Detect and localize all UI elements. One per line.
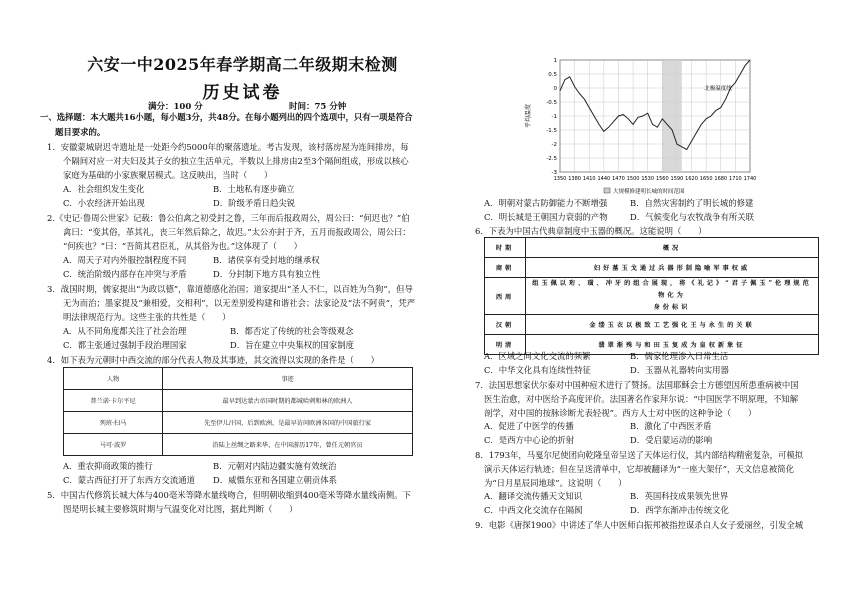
q3-line-2: 无为而治；墨家提及“兼相爱，交相利”，以无差别爱构建和谐社会；法家论及“法不阿贵”，凭严 — [63, 298, 416, 308]
q1-option-a[interactable]: A．社会组织发生变化 — [63, 184, 145, 194]
table-cell: 马可·波罗 — [64, 434, 163, 456]
q9-line-1: 9．电影《唐探1900》中讲述了华人中医师白振邦被指控谋杀白人女子爱丽丝，引发全城 — [475, 520, 804, 530]
y-tick-label: -1 — [551, 114, 557, 120]
full-score: 满分：100 分 — [148, 102, 203, 112]
q2-option-a[interactable]: A．周天子对内外服控制程度不同 — [63, 255, 187, 265]
table-row — [64, 412, 413, 434]
y-tick-label: 1 — [553, 58, 557, 64]
x-tick-label: 1560 — [655, 176, 669, 182]
table-row — [485, 278, 819, 315]
x-tick-label: 1530 — [641, 176, 655, 182]
y-ticks — [546, 58, 557, 176]
table-header-cell: 事迹 — [163, 368, 413, 390]
q6-option-b[interactable]: B．儒家伦理渗入日常生活 — [630, 351, 729, 361]
table-cell: 妇好墓玉戈通过兵器形制隐喻军事权威 — [526, 258, 819, 278]
q6-option-c[interactable]: C．中华文化具有连续性特征 — [484, 365, 591, 375]
q4-option-c[interactable]: C．蒙古西征打开了东西方交流通道 — [63, 475, 196, 485]
q3-option-a[interactable]: A．从不同角度都关注了社会治理 — [63, 326, 187, 336]
table-header-cell: 时期 — [485, 238, 526, 258]
table-cell: 翡翠渐殊与和田玉复成为皇权新象征 — [526, 335, 819, 355]
q8-option-b[interactable]: B．英国科技成果领先世界 — [630, 491, 729, 501]
q5-option-c[interactable]: C．明长城是王朝国力衰弱的产物 — [484, 212, 608, 222]
table-cell: 最早到达蒙古帝国时期的都城哈剌和林的欧洲人 — [163, 390, 413, 412]
highlight-range — [662, 60, 681, 172]
x-tick-label: 1380 — [568, 176, 581, 182]
table-cell: 普兰诺·卡尔平尼 — [64, 390, 163, 412]
q5-option-b[interactable]: B．自然灾害制约了明长城的修建 — [630, 198, 754, 208]
x-tick-label: 1410 — [582, 176, 596, 182]
x-tick-label: 1710 — [729, 176, 742, 182]
q3-option-c[interactable]: C．都主张通过强制手段治理国家 — [63, 340, 187, 350]
table-row — [64, 390, 413, 412]
table-cell: 组玉佩以珩、璜、冲牙的组合展现，将《礼记》“君子佩玉”伦理规范物化为 身份标识 — [526, 278, 819, 315]
x-ticks — [554, 176, 757, 182]
q8-line-3: 为“日月星辰同地球”。这说明（ ） — [484, 478, 627, 488]
table-cell: 商朝 — [485, 258, 526, 278]
section-heading: 一、选择题：本大题共16小题，每小题3分，共48分。在每小题列出的四个选项中，只有一项是符合 — [40, 112, 413, 122]
q1-option-c[interactable]: C．小农经济开始出现 — [63, 198, 145, 208]
q4-option-a[interactable]: A．重农抑商政策的推行 — [63, 461, 153, 471]
table-row — [485, 258, 819, 278]
q4-option-b[interactable]: B．元朝对内陆边疆实施有效统治 — [213, 461, 337, 471]
y-tick-label: -2 — [551, 142, 557, 148]
q6-stem: 6．下表为中国古代典章制度中玉器的概况。这能说明（ ） — [475, 226, 707, 236]
x-tick-label: 1350 — [553, 176, 567, 182]
x-tick-label: 1590 — [670, 176, 684, 182]
table-cell: 沿陆上丝绸之路来华，在中国游历17年，曾任元朝官员 — [163, 434, 413, 456]
x-tick-label: 1500 — [626, 176, 640, 182]
q2-line-3: “何疾也？”曰：“吾简其君臣礼，从其俗为也。”这体现了（ ） — [63, 241, 303, 251]
y-axis-label: 平均温度 — [525, 103, 532, 129]
y-tick-label: -0.5 — [546, 100, 557, 106]
table-cell: 西周 — [485, 278, 526, 315]
q2-option-d[interactable]: D．分封制下地方具有独立性 — [213, 269, 321, 279]
q5-line-1: 5．中国古代修筑长城大体与400毫米等降水量线吻合，但明朝收缩到400毫米等降水量线南侧。下 — [47, 490, 411, 500]
table-row — [485, 315, 819, 335]
q7-line-1: 7．法国思想家伏尔泰对中国种痘术进行了赞扬。法国耶稣会士方德望因所患重病被中国 — [475, 380, 799, 390]
q4-table — [63, 367, 413, 456]
x-tick-label: 1470 — [612, 176, 625, 182]
q2-line-1: 2.《史记·鲁周公世家》记载：鲁公伯禽之初受封之鲁，三年而后报政周公，周公曰：“何迟也？”伯 — [47, 213, 410, 223]
q1-option-d[interactable]: D．阶级矛盾日趋尖锐 — [213, 198, 296, 208]
q8-option-d[interactable]: D．西学东渐冲击传统文化 — [630, 505, 729, 515]
q6-option-d[interactable]: D．玉器从礼器转向实用器 — [630, 365, 729, 375]
q8-option-a[interactable]: A．翻译交流传播天文知识 — [484, 491, 583, 501]
exam-time: 时间：75 分钟 — [289, 102, 347, 112]
legend-swatch — [604, 188, 610, 193]
q3-option-b[interactable]: B．都否定了传统的社会等级观念 — [230, 326, 354, 336]
q5-option-d[interactable]: D．气候变化与农牧战争有所关联 — [630, 212, 754, 222]
chart-annotation: 北极温度线 — [704, 86, 732, 92]
table-header-row — [485, 238, 819, 258]
x-tick-label: 1440 — [597, 176, 611, 182]
q2-option-c[interactable]: C．统治阶级内部存在冲突与矛盾 — [63, 269, 187, 279]
q5-option-a[interactable]: A．明朝对蒙古防御能力不断增强 — [484, 198, 608, 208]
q7-option-a[interactable]: A．促进了中医学的传播 — [484, 421, 574, 431]
table-header-cell: 人物 — [64, 368, 163, 390]
q3-option-d[interactable]: D．旨在建立中央集权的国家制度 — [230, 340, 354, 350]
q8-line-2: 演示天体运行轨迹；但在呈送清单中，它却被翻译为“一座大架仔”，天文信息被简化 — [484, 464, 795, 474]
table-cell: 先至伊儿汗国，后到欧洲，是最早访问欧洲各国的中国旅行家 — [163, 412, 413, 434]
section-heading-2: 题目要求的。 — [55, 127, 106, 137]
q1-option-b[interactable]: B．土地私有逐步确立 — [213, 184, 295, 194]
exam-subtitle: 历史试卷 — [202, 83, 283, 103]
chart-grid — [560, 60, 750, 172]
q8-line-1: 8．1793年，马戛尔尼使团向乾隆皇帝呈送了天体运行仪，其内部结构精密复杂，可模拟 — [475, 450, 804, 460]
q2-option-b[interactable]: B．诸侯享有受封地的继承权 — [213, 255, 320, 265]
y-tick-label: -3 — [551, 170, 557, 176]
table-header-cell: 概况 — [526, 238, 819, 258]
y-tick-label: 0 — [553, 86, 557, 92]
q3-line-1: 3．战国时期，儒家提出“为政以德”，靠道德感化治国；道家提出“圣人不仁，以百姓为刍狗”，但导 — [47, 284, 413, 294]
q7-option-b[interactable]: B．激化了中西医矛盾 — [630, 421, 712, 431]
table-row — [64, 434, 413, 456]
q1-line-3: 家庭为基础的小家族聚居模式。这反映出，当时（ ） — [63, 170, 273, 180]
y-tick-label: 0.5 — [548, 72, 557, 78]
q5-line-2: 图是明长城主要修筑时期与气温变化对比图，据此判断（ ） — [63, 504, 298, 514]
q8-option-c[interactable]: C．中西文化交流存在隔阂 — [484, 505, 583, 515]
y-tick-label: -2.5 — [546, 156, 557, 162]
x-tick-label: 1740 — [743, 176, 757, 182]
table-cell: 列班·扫马 — [64, 412, 163, 434]
q3-line-3: 明法律规范行为。这些主张的共性是（ ） — [63, 312, 231, 322]
table-cell: 汉朝 — [485, 315, 526, 335]
exam-title: 六安一中2025年春学期高二年级期末检测 — [87, 55, 398, 74]
q4-option-d[interactable]: D．威慑东亚和各国建立朝贡体系 — [213, 475, 337, 485]
q2-line-2: 禽曰：“变其俗，革其礼，丧三年然后除之，故迟。”太公亦封于齐，五月而报政周公，周公曰： — [63, 227, 411, 237]
q1-line-2: 个隔间对应一对夫妇及其子女的独立生活单元，半数以上排房由2至3个隔间组成，形成以核心 — [63, 156, 409, 166]
q6-option-a[interactable]: A．区域之间文化交流的频繁 — [484, 351, 591, 361]
x-tick-label: 1650 — [699, 176, 713, 182]
y-tick-label: -1.5 — [546, 128, 557, 134]
q6-table — [484, 237, 819, 355]
q7-line-3: 剖学，对中国的按脉诊断尤表轻视”。西方人士对中医的这种争论（ ） — [484, 408, 757, 418]
q7-line-2: 医生治愈，对中医给予高度评价。法国著名作家拜尔说：“中国医学不明原理，不知解 — [484, 394, 799, 404]
q4-stem: 4．如下表为元朝时中西交流的部分代表人物及其事迹，其交流得以实现的条件是（ ） — [47, 355, 379, 365]
temperature-line — [560, 60, 750, 150]
x-tick-label: 1620 — [685, 176, 698, 182]
x-tick-label: 1680 — [714, 176, 728, 182]
q1-line-1: 1．安徽蒙城尉迟寺遗址是一处距今约5000年的聚落遗址。考古发现，该村落房屋为连间排房，每 — [47, 142, 409, 152]
table-header-row — [64, 368, 413, 390]
q7-option-d[interactable]: D．受启蒙运动的影响 — [630, 435, 713, 445]
table-cell: 金缕玉衣以极致工艺强化王与永生的关联 — [526, 315, 819, 335]
table-cell: 明清 — [485, 335, 526, 355]
temperature-chart — [520, 52, 770, 202]
legend-label: 大规模修建明长城的时间范围 — [613, 189, 685, 195]
q7-option-c[interactable]: C．是西方中心论的折射 — [484, 435, 575, 445]
